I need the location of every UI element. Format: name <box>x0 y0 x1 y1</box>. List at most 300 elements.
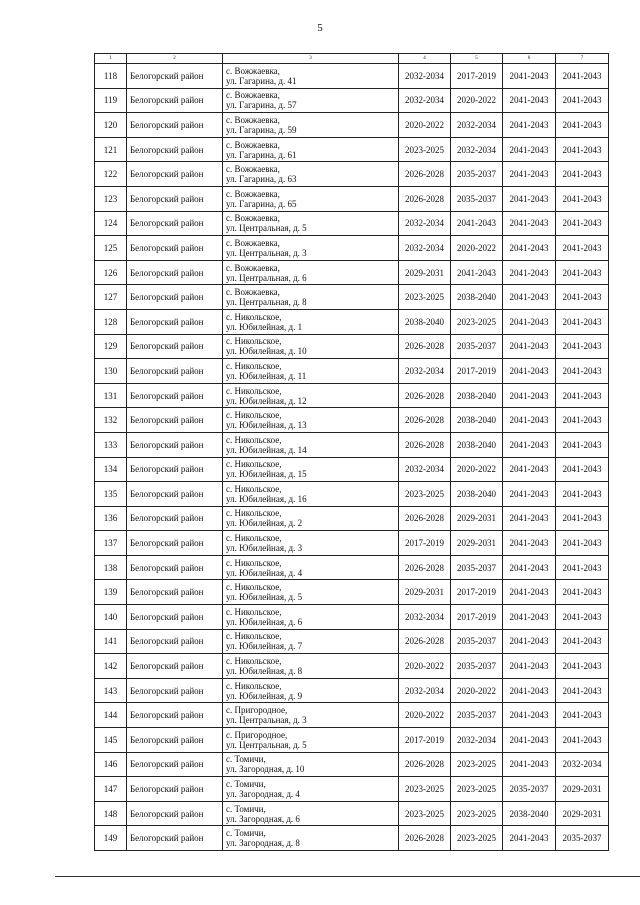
period-col4-cell: 2026-2028 <box>399 752 451 777</box>
address-cell <box>223 506 399 531</box>
address-street: ул. Центральная, д. 8 <box>226 297 307 308</box>
period-col6-cell: 2041-2043 <box>503 408 556 433</box>
period-col5-cell: 2020-2022 <box>451 236 503 261</box>
table-row <box>95 777 609 802</box>
address-cell <box>223 88 399 113</box>
address-cell <box>223 629 399 654</box>
row-number-cell: 134 <box>95 457 127 482</box>
row-number-cell: 129 <box>95 334 127 359</box>
period-col5-cell: 2035-2037 <box>451 555 503 580</box>
address-settlement: с. Никольское, <box>226 483 282 494</box>
period-col6-cell: 2041-2043 <box>503 752 556 777</box>
period-col6-cell: 2041-2043 <box>503 826 556 851</box>
period-col4-cell: 2026-2028 <box>399 162 451 187</box>
period-col6-cell: 2041-2043 <box>503 260 556 285</box>
address-cell <box>223 605 399 630</box>
table-row <box>95 309 609 334</box>
address-cell <box>223 432 399 457</box>
period-col6-cell: 2041-2043 <box>503 555 556 580</box>
row-number-cell: 139 <box>95 580 127 605</box>
address-settlement: с. Никольское, <box>226 533 282 544</box>
address-street: ул. Юбилейная, д. 9 <box>226 690 303 701</box>
period-col4-cell: 2026-2028 <box>399 383 451 408</box>
period-col5-cell: 2023-2025 <box>451 777 503 802</box>
period-col6-cell: 2041-2043 <box>503 211 556 236</box>
period-col7-cell: 2041-2043 <box>556 137 609 162</box>
district-cell: Белогорский район <box>127 186 223 211</box>
period-col5-cell: 2038-2040 <box>451 432 503 457</box>
district-cell: Белогорский район <box>127 482 223 507</box>
period-col4-cell: 2023-2025 <box>399 777 451 802</box>
district-cell: Белогорский район <box>127 236 223 261</box>
row-number-cell: 149 <box>95 826 127 851</box>
row-number-cell: 145 <box>95 728 127 753</box>
district-cell: Белогорский район <box>127 629 223 654</box>
address-settlement: с. Вожжаевка, <box>226 139 280 150</box>
address-cell <box>223 236 399 261</box>
row-number-cell: 128 <box>95 309 127 334</box>
period-col7-cell: 2041-2043 <box>556 334 609 359</box>
address-settlement: с. Никольское, <box>226 557 282 568</box>
period-col4-cell: 2032-2034 <box>399 236 451 261</box>
address-cell <box>223 752 399 777</box>
period-col7-cell: 2041-2043 <box>556 531 609 556</box>
address-cell <box>223 359 399 384</box>
column-header: 3 <box>223 54 399 64</box>
address-settlement: с. Никольское, <box>226 508 282 519</box>
address-cell <box>223 260 399 285</box>
period-col4-cell: 2026-2028 <box>399 826 451 851</box>
period-col6-cell: 2041-2043 <box>503 605 556 630</box>
district-cell: Белогорский район <box>127 801 223 826</box>
table-row <box>95 728 609 753</box>
table-row <box>95 801 609 826</box>
district-cell: Белогорский район <box>127 826 223 851</box>
period-col6-cell: 2041-2043 <box>503 482 556 507</box>
period-col7-cell: 2041-2043 <box>556 678 609 703</box>
table-row <box>95 211 609 236</box>
period-col4-cell: 2029-2031 <box>399 580 451 605</box>
period-col7-cell: 2041-2043 <box>556 408 609 433</box>
district-cell: Белогорский район <box>127 408 223 433</box>
period-col4-cell: 2017-2019 <box>399 531 451 556</box>
period-col7-cell: 2041-2043 <box>556 64 609 89</box>
table-row <box>95 285 609 310</box>
address-street: ул. Загородная, д. 6 <box>226 813 300 824</box>
period-col5-cell: 2035-2037 <box>451 654 503 679</box>
period-col4-cell: 2026-2028 <box>399 432 451 457</box>
table-row <box>95 826 609 851</box>
period-col6-cell: 2041-2043 <box>503 137 556 162</box>
period-col4-cell: 2017-2019 <box>399 728 451 753</box>
period-col7-cell: 2041-2043 <box>556 113 609 138</box>
period-col5-cell: 2041-2043 <box>451 260 503 285</box>
address-cell <box>223 309 399 334</box>
address-street: ул. Центральная, д. 3 <box>226 247 307 258</box>
table-row <box>95 752 609 777</box>
row-number-cell: 147 <box>95 777 127 802</box>
address-settlement: с. Вожжаевка, <box>226 213 280 224</box>
district-cell: Белогорский район <box>127 211 223 236</box>
address-settlement: с. Никольское, <box>226 410 282 421</box>
district-cell: Белогорский район <box>127 457 223 482</box>
table-row <box>95 113 609 138</box>
address-settlement: с. Никольское, <box>226 311 282 322</box>
address-street: ул. Юбилейная, д. 4 <box>226 567 303 578</box>
period-col4-cell: 2032-2034 <box>399 605 451 630</box>
row-number-cell: 126 <box>95 260 127 285</box>
address-street: ул. Юбилейная, д. 13 <box>226 420 307 431</box>
period-col6-cell: 2041-2043 <box>503 678 556 703</box>
table-body <box>95 64 609 851</box>
table-row <box>95 383 609 408</box>
row-number-cell: 118 <box>95 64 127 89</box>
housing-registry-table <box>94 53 609 851</box>
period-col7-cell: 2041-2043 <box>556 482 609 507</box>
row-number-cell: 119 <box>95 88 127 113</box>
district-cell: Белогорский район <box>127 334 223 359</box>
period-col6-cell: 2038-2040 <box>503 801 556 826</box>
district-cell: Белогорский район <box>127 359 223 384</box>
period-col4-cell: 2023-2025 <box>399 137 451 162</box>
period-col5-cell: 2035-2037 <box>451 162 503 187</box>
period-col4-cell: 2026-2028 <box>399 629 451 654</box>
page-bottom-line <box>55 876 640 877</box>
period-col4-cell: 2032-2034 <box>399 359 451 384</box>
district-cell: Белогорский район <box>127 752 223 777</box>
period-col5-cell: 2023-2025 <box>451 826 503 851</box>
period-col5-cell: 2032-2034 <box>451 728 503 753</box>
address-street: ул. Центральная, д. 3 <box>226 715 307 726</box>
address-street: ул. Юбилейная, д. 8 <box>226 666 303 677</box>
period-col6-cell: 2041-2043 <box>503 703 556 728</box>
period-col5-cell: 2035-2037 <box>451 186 503 211</box>
period-col5-cell: 2017-2019 <box>451 359 503 384</box>
address-settlement: с. Никольское, <box>226 656 282 667</box>
period-col5-cell: 2023-2025 <box>451 801 503 826</box>
table-row <box>95 482 609 507</box>
district-cell: Белогорский район <box>127 309 223 334</box>
address-cell <box>223 457 399 482</box>
address-street: ул. Юбилейная, д. 10 <box>226 346 307 357</box>
period-col6-cell: 2041-2043 <box>503 162 556 187</box>
period-col4-cell: 2029-2031 <box>399 260 451 285</box>
address-settlement: с. Вожжаевка, <box>226 114 280 125</box>
table-row <box>95 334 609 359</box>
period-col5-cell: 2038-2040 <box>451 408 503 433</box>
period-col5-cell: 2020-2022 <box>451 678 503 703</box>
period-col7-cell: 2041-2043 <box>556 605 609 630</box>
table-row <box>95 654 609 679</box>
address-street: ул. Гагарина, д. 59 <box>226 124 297 135</box>
address-street: ул. Загородная, д. 8 <box>226 838 300 849</box>
row-number-cell: 136 <box>95 506 127 531</box>
period-col7-cell: 2041-2043 <box>556 383 609 408</box>
row-number-cell: 146 <box>95 752 127 777</box>
period-col6-cell: 2041-2043 <box>503 334 556 359</box>
table-row <box>95 260 609 285</box>
address-cell <box>223 137 399 162</box>
district-cell: Белогорский район <box>127 162 223 187</box>
row-number-cell: 130 <box>95 359 127 384</box>
district-cell: Белогорский район <box>127 654 223 679</box>
period-col6-cell: 2041-2043 <box>503 285 556 310</box>
period-col7-cell: 2041-2043 <box>556 728 609 753</box>
address-street: ул. Юбилейная, д. 3 <box>226 543 303 554</box>
period-col4-cell: 2023-2025 <box>399 482 451 507</box>
period-col5-cell: 2038-2040 <box>451 285 503 310</box>
period-col7-cell: 2041-2043 <box>556 654 609 679</box>
period-col5-cell: 2023-2025 <box>451 309 503 334</box>
address-cell <box>223 777 399 802</box>
period-col7-cell: 2041-2043 <box>556 359 609 384</box>
address-settlement: с. Никольское, <box>226 680 282 691</box>
address-settlement: с. Никольское, <box>226 631 282 642</box>
period-col4-cell: 2032-2034 <box>399 64 451 89</box>
period-col5-cell: 2038-2040 <box>451 383 503 408</box>
period-col4-cell: 2023-2025 <box>399 801 451 826</box>
district-cell: Белогорский район <box>127 531 223 556</box>
row-number-cell: 135 <box>95 482 127 507</box>
period-col7-cell: 2041-2043 <box>556 457 609 482</box>
period-col4-cell: 2023-2025 <box>399 285 451 310</box>
address-street: ул. Юбилейная, д. 5 <box>226 592 303 603</box>
address-settlement: с. Пригородное, <box>226 729 288 740</box>
row-number-cell: 143 <box>95 678 127 703</box>
address-settlement: с. Никольское, <box>226 606 282 617</box>
address-street: ул. Юбилейная, д. 7 <box>226 641 303 652</box>
period-col7-cell: 2041-2043 <box>556 186 609 211</box>
address-street: ул. Юбилейная, д. 14 <box>226 444 307 455</box>
address-street: ул. Гагарина, д. 61 <box>226 149 297 160</box>
period-col5-cell: 2035-2037 <box>451 629 503 654</box>
period-col6-cell: 2041-2043 <box>503 309 556 334</box>
table-row <box>95 432 609 457</box>
address-cell <box>223 728 399 753</box>
period-col7-cell: 2041-2043 <box>556 88 609 113</box>
period-col6-cell: 2041-2043 <box>503 629 556 654</box>
district-cell: Белогорский район <box>127 703 223 728</box>
table-row <box>95 359 609 384</box>
period-col4-cell: 2026-2028 <box>399 506 451 531</box>
address-settlement: с. Никольское, <box>226 336 282 347</box>
address-cell <box>223 64 399 89</box>
table-row <box>95 457 609 482</box>
table-row <box>95 678 609 703</box>
table-row <box>95 580 609 605</box>
address-settlement: с. Никольское, <box>226 434 282 445</box>
address-street: ул. Юбилейная, д. 6 <box>226 616 303 627</box>
period-col6-cell: 2041-2043 <box>503 359 556 384</box>
address-settlement: с. Никольское, <box>226 459 282 470</box>
period-col7-cell: 2041-2043 <box>556 580 609 605</box>
address-street: ул. Гагарина, д. 63 <box>226 174 297 185</box>
period-col7-cell: 2041-2043 <box>556 703 609 728</box>
address-cell <box>223 285 399 310</box>
row-number-cell: 124 <box>95 211 127 236</box>
row-number-cell: 142 <box>95 654 127 679</box>
period-col4-cell: 2026-2028 <box>399 408 451 433</box>
period-col5-cell: 2017-2019 <box>451 580 503 605</box>
address-cell <box>223 801 399 826</box>
address-cell <box>223 555 399 580</box>
period-col4-cell: 2032-2034 <box>399 457 451 482</box>
period-col4-cell: 2032-2034 <box>399 211 451 236</box>
row-number-cell: 141 <box>95 629 127 654</box>
period-col6-cell: 2041-2043 <box>503 113 556 138</box>
period-col5-cell: 2038-2040 <box>451 482 503 507</box>
district-cell: Белогорский район <box>127 555 223 580</box>
address-street: ул. Гагарина, д. 57 <box>226 100 297 111</box>
period-col7-cell: 2041-2043 <box>556 432 609 457</box>
address-street: ул. Центральная, д. 5 <box>226 223 307 234</box>
page-number: 5 <box>317 22 323 34</box>
column-number-row <box>95 54 609 64</box>
period-col5-cell: 2029-2031 <box>451 531 503 556</box>
row-number-cell: 138 <box>95 555 127 580</box>
period-col7-cell: 2029-2031 <box>556 801 609 826</box>
address-settlement: с. Никольское, <box>226 582 282 593</box>
period-col7-cell: 2041-2043 <box>556 506 609 531</box>
address-street: ул. Загородная, д. 4 <box>226 789 300 800</box>
table-row <box>95 88 609 113</box>
column-header: 6 <box>503 54 556 64</box>
row-number-cell: 121 <box>95 137 127 162</box>
period-col5-cell: 2029-2031 <box>451 506 503 531</box>
period-col4-cell: 2026-2028 <box>399 186 451 211</box>
period-col4-cell: 2026-2028 <box>399 334 451 359</box>
row-number-cell: 137 <box>95 531 127 556</box>
row-number-cell: 131 <box>95 383 127 408</box>
district-cell: Белогорский район <box>127 383 223 408</box>
address-street: ул. Гагарина, д. 41 <box>226 75 297 86</box>
period-col7-cell: 2041-2043 <box>556 285 609 310</box>
address-settlement: с. Томичи, <box>226 779 266 790</box>
address-settlement: с. Вожжаевка, <box>226 188 280 199</box>
address-settlement: с. Вожжаевка, <box>226 65 280 76</box>
address-cell <box>223 113 399 138</box>
period-col6-cell: 2035-2037 <box>503 777 556 802</box>
address-settlement: с. Томичи, <box>226 754 266 765</box>
period-col5-cell: 2032-2034 <box>451 113 503 138</box>
period-col4-cell: 2032-2034 <box>399 88 451 113</box>
address-street: ул. Юбилейная, д. 15 <box>226 469 307 480</box>
table-row <box>95 162 609 187</box>
address-settlement: с. Вожжаевка, <box>226 287 280 298</box>
period-col7-cell: 2041-2043 <box>556 236 609 261</box>
address-cell <box>223 580 399 605</box>
period-col6-cell: 2041-2043 <box>503 457 556 482</box>
period-col4-cell: 2020-2022 <box>399 654 451 679</box>
address-settlement: с. Вожжаевка, <box>226 237 280 248</box>
row-number-cell: 122 <box>95 162 127 187</box>
district-cell: Белогорский район <box>127 605 223 630</box>
period-col4-cell: 2020-2022 <box>399 703 451 728</box>
period-col7-cell: 2041-2043 <box>556 629 609 654</box>
district-cell: Белогорский район <box>127 678 223 703</box>
period-col5-cell: 2020-2022 <box>451 88 503 113</box>
period-col4-cell: 2020-2022 <box>399 113 451 138</box>
period-col6-cell: 2041-2043 <box>503 236 556 261</box>
period-col7-cell: 2032-2034 <box>556 752 609 777</box>
district-cell: Белогорский район <box>127 728 223 753</box>
address-street: ул. Юбилейная, д. 16 <box>226 493 307 504</box>
address-cell <box>223 678 399 703</box>
address-street: ул. Центральная, д. 6 <box>226 272 307 283</box>
table-row <box>95 629 609 654</box>
table-row <box>95 408 609 433</box>
address-settlement: с. Вожжаевка, <box>226 90 280 101</box>
period-col7-cell: 2041-2043 <box>556 309 609 334</box>
period-col6-cell: 2041-2043 <box>503 728 556 753</box>
table-row <box>95 137 609 162</box>
period-col4-cell: 2026-2028 <box>399 555 451 580</box>
address-settlement: с. Вожжаевка, <box>226 262 280 273</box>
period-col6-cell: 2041-2043 <box>503 506 556 531</box>
period-col7-cell: 2029-2031 <box>556 777 609 802</box>
table-row <box>95 555 609 580</box>
row-number-cell: 144 <box>95 703 127 728</box>
address-settlement: с. Вожжаевка, <box>226 164 280 175</box>
address-cell <box>223 186 399 211</box>
address-settlement: с. Пригородное, <box>226 705 288 716</box>
address-cell <box>223 211 399 236</box>
address-street: ул. Загородная, д. 10 <box>226 764 305 775</box>
period-col5-cell: 2032-2034 <box>451 137 503 162</box>
row-number-cell: 125 <box>95 236 127 261</box>
row-number-cell: 123 <box>95 186 127 211</box>
column-header: 1 <box>95 54 127 64</box>
district-cell: Белогорский район <box>127 506 223 531</box>
table-row <box>95 236 609 261</box>
district-cell: Белогорский район <box>127 64 223 89</box>
column-header: 7 <box>556 54 609 64</box>
address-cell <box>223 162 399 187</box>
table-row <box>95 531 609 556</box>
period-col6-cell: 2041-2043 <box>503 531 556 556</box>
period-col6-cell: 2041-2043 <box>503 64 556 89</box>
period-col5-cell: 2020-2022 <box>451 457 503 482</box>
district-cell: Белогорский район <box>127 285 223 310</box>
address-cell <box>223 482 399 507</box>
district-cell: Белогорский район <box>127 113 223 138</box>
period-col6-cell: 2041-2043 <box>503 580 556 605</box>
table-row <box>95 605 609 630</box>
period-col7-cell: 2035-2037 <box>556 826 609 851</box>
period-col5-cell: 2035-2037 <box>451 703 503 728</box>
address-cell <box>223 334 399 359</box>
period-col5-cell: 2017-2019 <box>451 605 503 630</box>
district-cell: Белогорский район <box>127 580 223 605</box>
address-street: ул. Гагарина, д. 65 <box>226 198 297 209</box>
row-number-cell: 120 <box>95 113 127 138</box>
period-col7-cell: 2041-2043 <box>556 162 609 187</box>
address-cell <box>223 826 399 851</box>
address-street: ул. Центральная, д. 5 <box>226 739 307 750</box>
district-cell: Белогорский район <box>127 432 223 457</box>
address-cell <box>223 654 399 679</box>
period-col7-cell: 2041-2043 <box>556 260 609 285</box>
district-cell: Белогорский район <box>127 777 223 802</box>
period-col6-cell: 2041-2043 <box>503 88 556 113</box>
district-cell: Белогорский район <box>127 260 223 285</box>
period-col4-cell: 2038-2040 <box>399 309 451 334</box>
address-street: ул. Юбилейная, д. 1 <box>226 321 303 332</box>
address-street: ул. Юбилейная, д. 12 <box>226 395 307 406</box>
address-cell <box>223 408 399 433</box>
table-row <box>95 64 609 89</box>
column-header: 5 <box>451 54 503 64</box>
